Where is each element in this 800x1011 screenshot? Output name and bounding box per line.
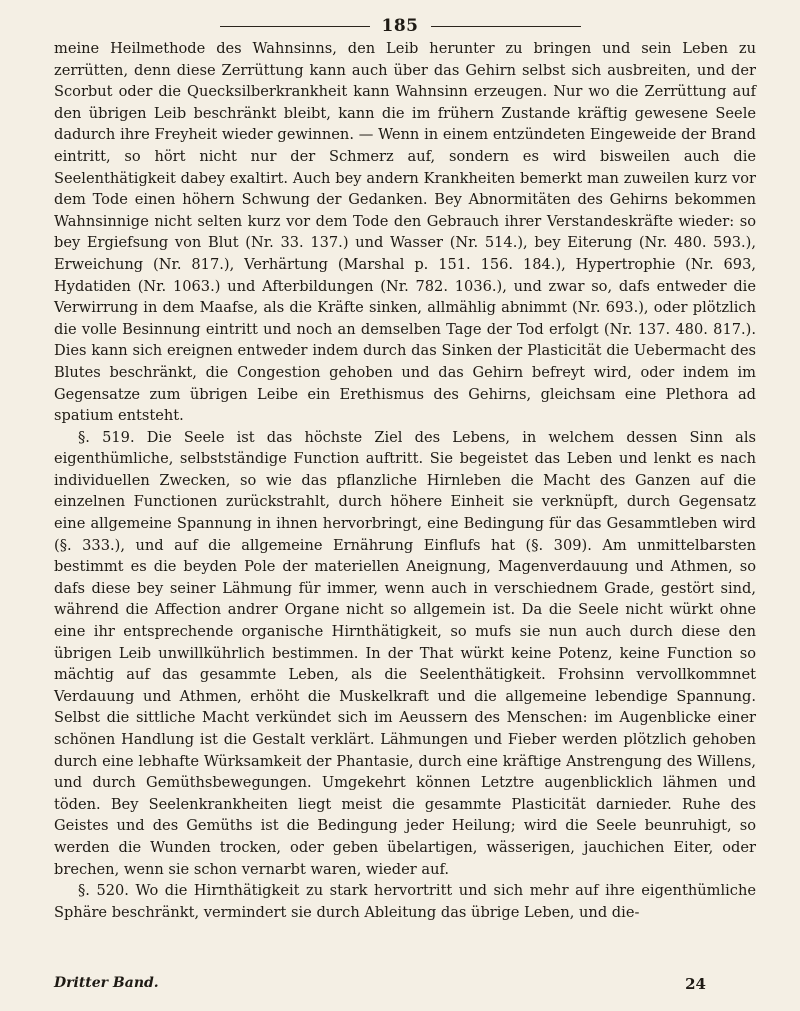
page-number: 185 xyxy=(381,16,419,36)
paragraph-section-520: §. 520. Wo die Hirnthätigkeit zu stark hervortritt und sich mehr auf ihre eigenthümliche Sphäre beschränkt, vermindert sie durch Ableitung das übrige Leben, und die- xyxy=(54,882,756,921)
paragraph-continued: meine Heilmethode des Wahnsinns, den Leib herunter zu bringen und sein Leben zu zerrütten, denn diese Zerrüttung kann auch über das Gehirn selbst sich ausbreiten, und der Scorbut oder die Quecksilberkrankheit kann Wahnsinn erzeugen. Nur wo die Zerrüttung auf den übrigen Leib beschränkt bleibt, kann die im frühern Zustande kräftig gewesene Seele dadurch ihre Freyheit wieder gewinnen. — Wenn in einem entzündeten Eingeweide der Brand eintritt, so hört nicht nur der Schmerz auf, sondern es wird bisweilen auch die Seelenthätigkeit dabey exaltirt. Auch bey andern Krankheiten bemerkt man zuweilen kurz vor dem Tode einen höhern Schwung der Gedanken. Bey Abnormitäten des Gehirns bekommen Wahnsinnige nicht selten kurz vor dem Tode den Gebrauch ihrer Verstandeskräfte wieder: so bey Ergiefsung von Blut (Nr. 33. 137.) und Wasser (Nr. 514.), bey Eiterung (Nr. 480. 593.), Erweichung (Nr. 817.), Verhärtung (Marshal p. 151. 156. 184.), Hypertrophie (Nr. 693, Hydatiden (Nr. 1063.) und Afterbildungen (Nr. 782. 1036.), und zwar so, dafs entweder die Verwirrung in dem Maafse, als die Kräfte sinken, allmählig abnimmt (Nr. 693.), oder plötzlich die volle Besinnung eintritt und noch an demselben Tage der Tod erfolgt (Nr. 137. 480. 817.). Dies kann sich ereignen entweder indem durch das Sinken der Plasticität die Uebermacht des Blutes beschränkt, die Congestion gehoben und das Gehirn befreyt wird, oder indem im Gegensatze zum übrigen Leibe ein Erethismus des Gehirns, gleichsam eine Plethora ad spatium entsteht. xyxy=(54,40,756,425)
signature-number: 24 xyxy=(685,975,706,993)
volume-signature: Dritter Band. xyxy=(54,975,159,991)
body-text xyxy=(54,38,756,923)
running-header xyxy=(0,16,800,36)
page-footer xyxy=(54,975,706,993)
header-rule-right xyxy=(431,26,581,27)
header-rule-left xyxy=(220,26,370,27)
paragraph-section-519: §. 519. Die Seele ist das höchste Ziel des Lebens, in welchem dessen Sinn als eigenthümliche, selbstständige Function auftritt. Sie begeistet das Leben und lenkt es nach individuellen Zwecken, so wie das pflanzliche Hirnleben die Macht des Ganzen auf die einzelnen Functionen zurückstrahlt, durch höhere Einheit sie verknüpft, durch Gegensatz eine allgemeine Spannung in ihnen hervorbringt, eine Bedingung für das Gesammtleben wird (§. 333.), und auf die allgemeine Ernährung Einflufs hat (§. 309). Am unmittelbarsten bestimmt es die beyden Pole der materiellen Aneignung, Magenverdauung und Athmen, so dafs diese bey seiner Lähmung für immer, wenn auch in verschiednem Grade, gestört sind, während die Affection andrer Organe nicht so allgemein ist. Da die Seele nicht würkt ohne eine ihr entsprechende organische Hirnthätigkeit, so mufs sie nun auch durch diese den übrigen Leib unwillkührlich bestimmen. In der That würkt keine Potenz, keine Function so mächtig auf das gesammte Leben, als die Seelenthätigkeit. Frohsinn vervollkommnet Verdauung und Athmen, erhöht die Muskelkraft und die allgemeine lebendige Spannung. Selbst die sittliche Macht verkündet sich im Aeussern des Menschen: im Augenblicke einer schönen Handlung ist die Gestalt verklärt. Lähmungen und Fieber werden plötzlich gehoben durch eine lebhafte Würksamkeit der Phantasie, durch eine kräftige Anstrengung des Willens, und durch Gemüthsbewegungen. Umgekehrt können Letztre augenblicklich lähmen und töden. Bey Seelenkrankheiten liegt meist die gesammte Plasticität darnieder. Ruhe des Geistes und des Gemüths ist die Bedingung jeder Heilung; wird die Seele beunruhigt, so werden die Wunden trocken, oder geben übelartigen, wässerigen, jauchichen Eiter, oder brechen, wenn sie schon vernarbt waren, wieder auf. xyxy=(54,428,756,878)
